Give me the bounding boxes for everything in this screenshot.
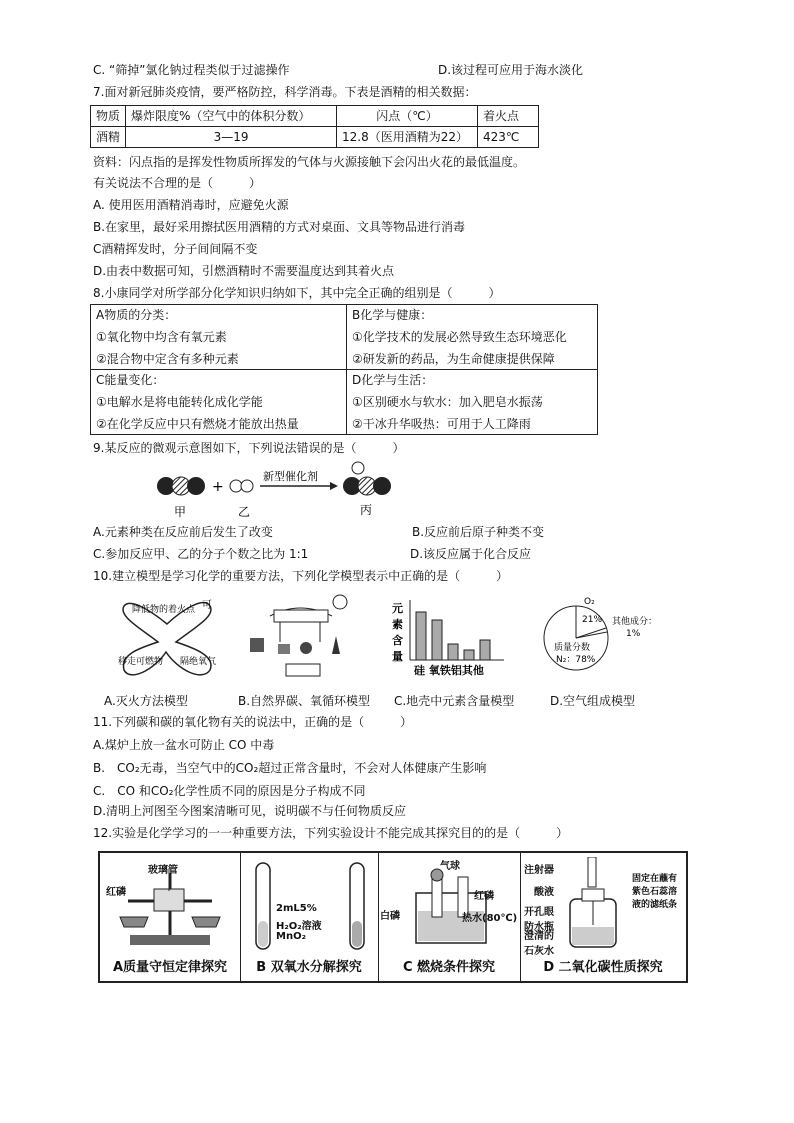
q9-option-a: A.元素种类在反应前后发生了改变 (93, 525, 273, 539)
panel-b (240, 853, 379, 981)
q8-c-l1: ①电解水是将电能转化成化学能 (96, 395, 263, 409)
q7-option-d: D.由表中数据可知，引燃酒精时不需要温度达到其着火点 (93, 264, 395, 278)
bar-yaxis-label-4: 量 (392, 650, 403, 663)
animal-icon (300, 642, 312, 654)
molecule-jia (157, 477, 205, 495)
q10-stem: 10.建立模型是学习化学的重要方法，下列化学模型表示中正确的是（ ） (93, 569, 509, 583)
molecule-yi (230, 480, 253, 492)
pie-mass-label: 质量分数 (554, 643, 591, 653)
bar-fe (448, 644, 458, 660)
q6-option-c: C. “筛掉”氯化钠过程类似于过滤操作 (93, 63, 290, 77)
q7-td-0: 酒精 (91, 127, 126, 148)
q7-td-2: 12.8（医用酒精为22） (337, 127, 478, 148)
q8-d-l2: ②干冰升华吸热：可用于人工降雨 (352, 417, 531, 431)
plus-sign: + (212, 479, 224, 495)
q7-td-1: 3—19 (126, 127, 337, 148)
bar-yaxis-label-3: 含 (392, 634, 403, 647)
q8-a-l1: ①氧化物中均含有氧元素 (96, 330, 227, 344)
q8-d-l1: ①区别硬水与软水：加入肥皂水振荡 (352, 395, 543, 409)
q11-stem: 11.下列碳和碳的氧化物有关的说法中，正确的是（ ） (93, 715, 413, 729)
q7-option-b: B.在家里，最好采用擦拭医用酒精的方式对桌面、文具等物品进行消毒 (93, 220, 466, 234)
q7-stem: 7.面对新冠肺炎疫情，要严格防控，科学消毒。下表是酒精的相关数据： (93, 85, 477, 99)
crust-element-chart (392, 598, 512, 678)
panel-b-label-2: H₂O₂溶液 (276, 921, 322, 932)
q7-table (90, 105, 539, 148)
catalyst-label: 新型催化剂 (263, 470, 318, 483)
panel-c (378, 853, 521, 981)
q8-a-title: A物质的分类： (96, 308, 177, 322)
label-bing: 丙 (360, 503, 373, 517)
q9-option-c: C.参加反应甲、乙的分子个数之比为 1:1 (93, 547, 309, 561)
label-yi: 乙 (238, 505, 251, 519)
panel-a (100, 853, 241, 981)
q7-th-2: 闪点（℃） (337, 106, 478, 127)
q7-note: 资料：闪点指的是挥发性物质所挥发的气体与火源接触下会闪出火花的最低温度。 (93, 155, 526, 169)
panel-a-label-1: 红磷 (106, 887, 126, 898)
q7-ask: 有关说法不合理的是（ ） (93, 176, 262, 190)
pie-other-pct: 1% (626, 629, 641, 639)
bar-si (416, 612, 426, 660)
q8-d-title: D化学与生活： (352, 373, 434, 387)
q8-c-title: C能量变化： (96, 373, 165, 387)
q8-b-l1: ①化学技术的发展必然导致生态环境恶化 (352, 330, 567, 344)
panel-a-label-2: 玻璃管 (148, 865, 178, 876)
panel-d-caption: D 二氧化碳性质探究 (543, 960, 663, 975)
pie-o2-pct: 21% (582, 615, 603, 625)
panel-a-caption: A质量守恒定律探究 (112, 960, 228, 975)
q11-option-d: D.清明上河图至今图案清晰可见，说明碳不与任何物质反应 (93, 804, 407, 818)
q12-experiment-strip (98, 851, 688, 983)
factory-icon (250, 638, 264, 652)
panel-c-label-4: 热水(80℃) (462, 913, 518, 924)
q10-caption-a: A.灭火方法模型 (104, 694, 188, 708)
q12-stem: 12.实验是化学学习的一一种重要方法，下列实验设计不能完成其探究目的的是（ ） (93, 826, 569, 840)
panel-c-label-3: 白磷 (380, 911, 400, 922)
q7-option-c: C酒精挥发时，分子间间隔不变 (93, 242, 258, 256)
q8-b-title: B化学与健康： (352, 308, 433, 322)
panel-b-label-1: 2mL5% (276, 903, 317, 914)
bar-other (480, 640, 490, 660)
air-composition-chart (540, 592, 660, 680)
syringe-icon (588, 857, 596, 887)
q8-table (90, 304, 598, 435)
q8-a-l2: ②混合物中定含有多种元素 (96, 352, 239, 366)
bar-al (464, 650, 474, 660)
fire-label-right: 可 (202, 600, 212, 611)
panel-d (520, 853, 686, 981)
fire-model-diagram (110, 590, 225, 682)
bar-yaxis-label-2: 素 (392, 618, 403, 631)
q9-stem: 9.某反应的微观示意图如下，下列说法错误的是（ ） (93, 441, 405, 455)
panel-b-label-3: MnO₂ (276, 931, 306, 942)
q6-option-d: D.该过程可应用于海水淡化 (438, 63, 584, 77)
pie-o2-label: O₂ (584, 597, 595, 607)
q8-stem: 8.小康同学对所学部分化学知识归纳如下，其中完全正确的组别是（ ） (93, 286, 501, 300)
label-jia: 甲 (174, 505, 187, 519)
molecule-bing (343, 462, 391, 495)
q9-option-d: D.该反应属于化合反应 (410, 547, 532, 561)
fire-label-lower: 降低物的着火点 (132, 605, 196, 615)
q11-option-b: B. CO₂无毒，当空气中的CO₂超过正常含量时，不会对人体健康产生影响 (93, 761, 487, 775)
q10-caption-d: D.空气组成模型 (550, 694, 636, 708)
q11-option-c: C. CO 和CO₂化学性质不同的原因是分子构成不同 (93, 784, 366, 798)
plant-icon (332, 636, 340, 654)
q10-caption-b: B.自然界碳、氧循环模型 (238, 694, 371, 708)
bar-yaxis-label-1: 元 (392, 602, 403, 615)
panel-c-label-2: 红磷 (474, 891, 494, 902)
q11-option-a: A.煤炉上放一盆水可防止 CO 中毒 (93, 738, 275, 752)
panel-d-label-4: 澄清的石灰水 (524, 931, 554, 957)
fire-label-isolate: 隔绝氧气 (180, 657, 217, 667)
q9-reaction-diagram (150, 456, 410, 520)
panel-d-label-5: 固定在蘸有紫色石蕊溶液的滤纸条 (632, 874, 678, 910)
panel-d-label-2: 酸液 (534, 887, 554, 898)
cycle-model-diagram (240, 592, 360, 680)
q7-th-0: 物质 (91, 106, 126, 127)
q7-th-3: 着火点 (478, 106, 539, 127)
q8-cell-d (347, 370, 598, 435)
q8-b-l2: ②研发新的药品，为生命健康提供保障 (352, 352, 555, 366)
q7-td-3: 423℃ (478, 127, 539, 148)
sun-icon (333, 595, 347, 609)
bar-o (432, 620, 442, 660)
q7-option-a: A. 使用医用酒精消毒时，应避免火源 (93, 198, 289, 212)
panel-c-caption: C 燃烧条件探究 (402, 960, 496, 975)
pie-other-label: 其他成分： (612, 617, 658, 627)
panel-b-caption: B 双氧水分解探究 (256, 960, 362, 975)
q7-th-1: 爆炸限度%（空气中的体积分数） (126, 106, 337, 127)
q10-caption-c: C.地壳中元素含量模型 (394, 694, 515, 708)
panel-d-label-3: 开孔眼防水瓶 (524, 907, 554, 933)
bottle-diagram (560, 857, 630, 951)
fire-label-remove: 移走可燃物 (118, 657, 164, 667)
q8-cell-a (91, 305, 347, 370)
arrow-head (330, 482, 338, 490)
pie-n2-label: N₂：78% (556, 655, 596, 665)
beaker-diagram (406, 867, 496, 945)
q8-c-l2: ②在化学反应中只有燃烧才能放出热量 (96, 417, 299, 431)
car-icon (278, 644, 290, 654)
q8-cell-c (91, 370, 347, 435)
panel-d-label-1: 注射器 (524, 865, 554, 876)
panel-c-label-1: 气球 (440, 861, 460, 872)
q9-option-b: B.反应前后原子种类不变 (412, 525, 545, 539)
q8-cell-b (347, 305, 598, 370)
bar-categories: 硅 氧铁铝其他 (414, 664, 484, 677)
